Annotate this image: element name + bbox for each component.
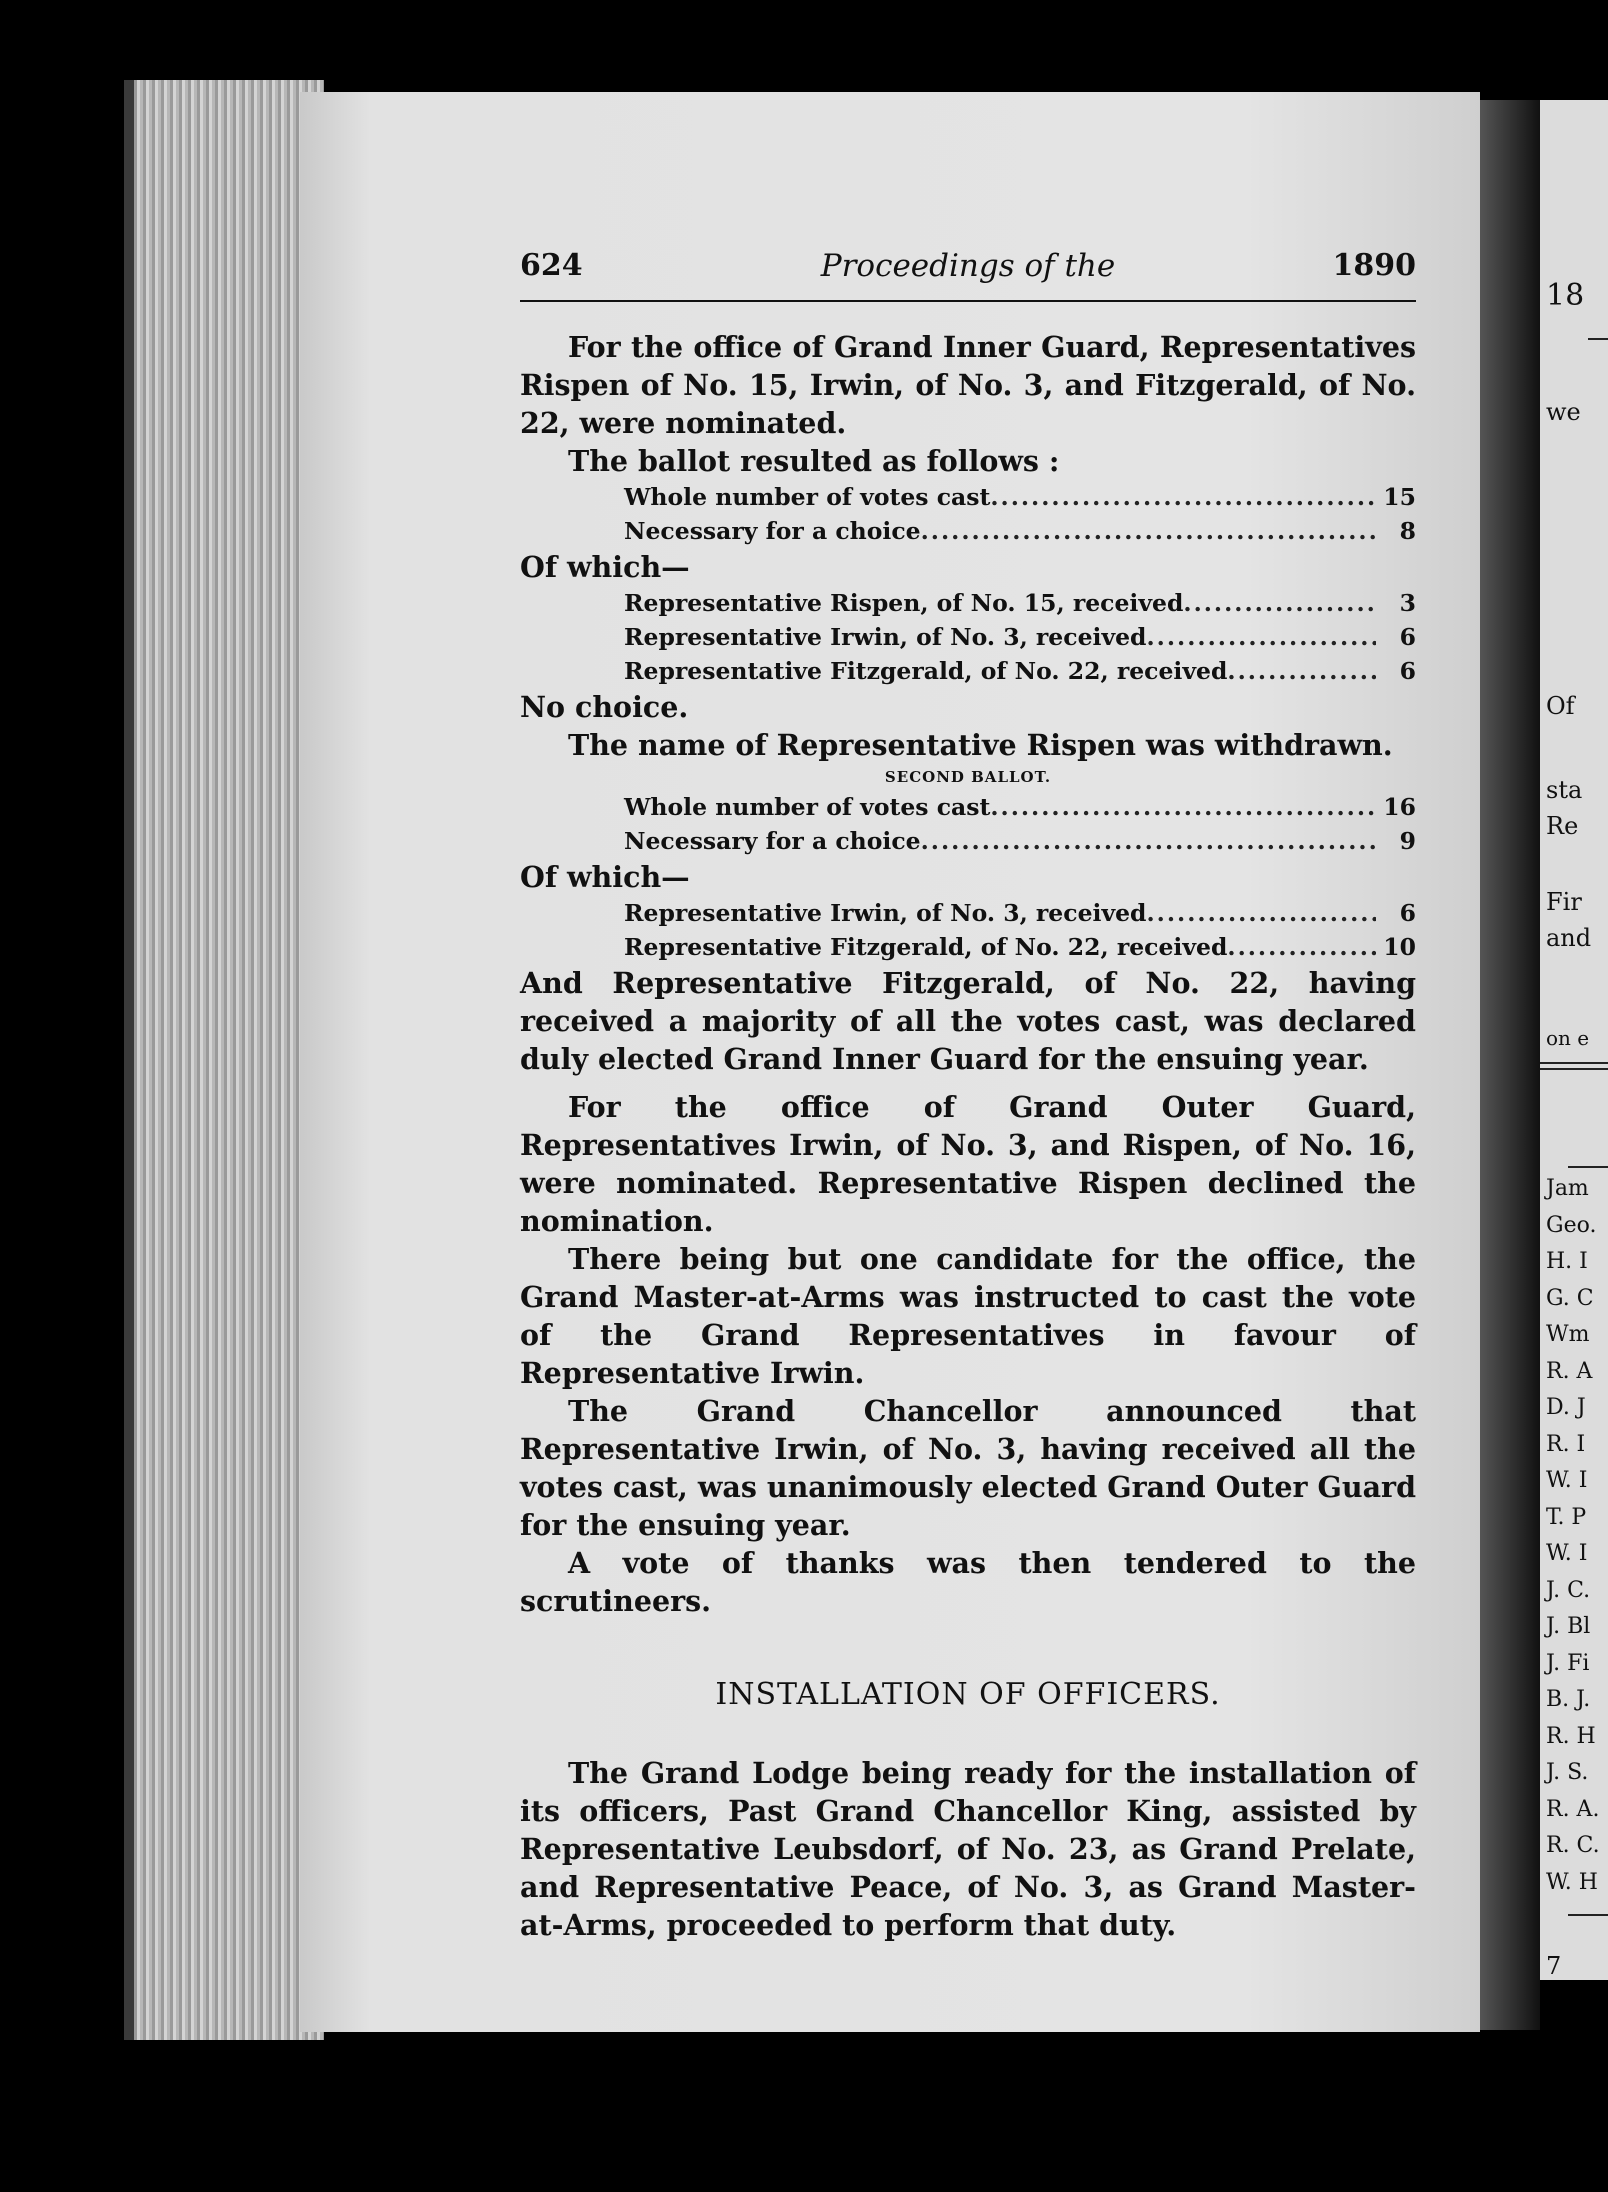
right-name-fragment: T. P bbox=[1546, 1504, 1587, 1530]
tally-value: 15 bbox=[1383, 483, 1416, 511]
tally-label: Necessary for a choice bbox=[624, 517, 921, 545]
right-name-fragment: Wm bbox=[1546, 1322, 1590, 1347]
paragraph: The Grand Chancellor announced that Representative Irwin, of No. 3, having received all the votes cast, was unanimously elected Grand Outer Guard for the ensuing year. bbox=[520, 1394, 1416, 1542]
book-page-edges bbox=[124, 80, 324, 2040]
leader-dots bbox=[1147, 896, 1377, 930]
right-rule bbox=[1540, 1068, 1608, 1070]
leader-dots bbox=[1147, 620, 1377, 654]
right-name-fragment: R. A bbox=[1546, 1358, 1593, 1384]
paragraph: The Grand Lodge being ready for the installation of its officers, Past Grand Chancellor King, assisted by Representative Leubsdorf, of No. 23, as Grand Prelate, and Representative Peace, of No. 3, as Grand Master-at-Arms, proceeded to perform that duty. bbox=[520, 1756, 1416, 1942]
tally-label: Whole number of votes cast bbox=[624, 793, 991, 821]
tally-label: Representative Fitzgerald, of No. 22, received bbox=[624, 657, 1228, 685]
right-name-fragment: J. S. bbox=[1546, 1760, 1589, 1785]
right-rule bbox=[1588, 338, 1608, 340]
tally-row bbox=[624, 790, 1416, 824]
right-rule bbox=[1568, 1166, 1608, 1168]
right-name-fragment: W. I bbox=[1546, 1468, 1588, 1493]
leader-dots bbox=[1227, 930, 1376, 964]
right-name-fragment: R. I bbox=[1546, 1431, 1586, 1457]
tally-row bbox=[624, 930, 1416, 964]
right-name-fragment: J. C. bbox=[1546, 1577, 1591, 1603]
paragraph: The ballot resulted as follows : bbox=[568, 444, 1060, 478]
book-gutter bbox=[1480, 100, 1540, 2030]
paragraph: No choice. bbox=[520, 690, 689, 724]
right-name-fragment: W. H bbox=[1546, 1869, 1598, 1895]
tally-row bbox=[624, 586, 1416, 620]
tally-label: Representative Rispen, of No. 15, received bbox=[624, 589, 1184, 617]
tally-label: Whole number of votes cast bbox=[624, 483, 991, 511]
ballot-heading: SECOND BALLOT. bbox=[884, 768, 1052, 786]
right-fragment: and bbox=[1546, 924, 1592, 952]
tally-label: Representative Irwin, of No. 3, received bbox=[624, 623, 1147, 651]
tally-value: 8 bbox=[1399, 517, 1416, 545]
tally-row bbox=[624, 480, 1416, 514]
section-heading: INSTALLATION OF OFFICERS. bbox=[715, 1677, 1221, 1712]
page-body bbox=[520, 328, 1416, 1944]
right-name-fragment: R. A. bbox=[1546, 1796, 1600, 1822]
leader-dots bbox=[990, 790, 1376, 824]
tally-row bbox=[624, 824, 1416, 858]
right-name-fragment: J. Bl bbox=[1546, 1614, 1591, 1639]
paragraph: Of which— bbox=[520, 860, 690, 894]
right-page-fragment bbox=[1540, 100, 1608, 1980]
paragraph: There being but one candidate for the office, the Grand Master-at-Arms was instructed to cast the vote of the Grand Representatives in favour of Representative Irwin. bbox=[520, 1242, 1416, 1390]
right-fragment: on e bbox=[1546, 1026, 1590, 1050]
right-rule bbox=[1540, 1062, 1608, 1064]
tally-value: 10 bbox=[1383, 933, 1416, 961]
tally-row bbox=[624, 896, 1416, 930]
header-year: 1890 bbox=[1332, 248, 1416, 283]
leader-dots bbox=[1183, 586, 1376, 620]
paragraph: A vote of thanks was then tendered to the scrutineers. bbox=[520, 1546, 1416, 1618]
tally-row bbox=[624, 514, 1416, 548]
paragraph: The name of Representative Rispen was withdrawn. bbox=[568, 728, 1393, 762]
paragraph: For the office of Grand Inner Guard, Representatives Rispen of No. 15, Irwin, of No. 3, and Fitzgerald, of No. 22, were nominated. bbox=[520, 330, 1416, 440]
page-number: 624 bbox=[520, 248, 583, 283]
spacer bbox=[520, 1078, 1416, 1088]
right-fragment: we bbox=[1546, 398, 1581, 426]
right-name-fragment: W. I bbox=[1546, 1541, 1588, 1566]
header-title: Proceedings of the bbox=[820, 248, 1116, 284]
leader-dots bbox=[1227, 654, 1376, 688]
right-name-fragment: R. C. bbox=[1546, 1833, 1600, 1858]
right-fragment: 7 bbox=[1546, 1952, 1562, 1980]
tally-label: Representative Fitzgerald, of No. 22, received bbox=[624, 933, 1228, 961]
right-fragment: sta bbox=[1546, 776, 1583, 804]
paragraph: And Representative Fitzgerald, of No. 22, having received a majority of all the votes cast, was declared duly elected Grand Inner Guard for the ensuing year. bbox=[520, 966, 1416, 1076]
right-name-fragment: Geo. bbox=[1546, 1212, 1597, 1238]
right-name-fragment: H. I bbox=[1546, 1249, 1588, 1274]
right-fragment: Fir bbox=[1546, 888, 1582, 916]
tally-value: 16 bbox=[1383, 793, 1416, 821]
tally-label: Necessary for a choice bbox=[624, 827, 921, 855]
right-name-fragment: Jam bbox=[1546, 1176, 1589, 1201]
tally-value: 9 bbox=[1399, 827, 1416, 855]
right-name-fragment: J. Fi bbox=[1546, 1650, 1590, 1676]
right-name-fragment: B. J. bbox=[1546, 1687, 1591, 1712]
paragraph: Of which— bbox=[520, 550, 690, 584]
right-fragment: 18 bbox=[1546, 278, 1585, 313]
tally-value: 3 bbox=[1399, 589, 1416, 617]
right-rule bbox=[1568, 1914, 1608, 1916]
right-name-fragment: G. C bbox=[1546, 1285, 1594, 1311]
right-name-fragment: D. J bbox=[1546, 1395, 1586, 1420]
leader-dots bbox=[990, 480, 1376, 514]
paragraph: For the office of Grand Outer Guard, Representatives Irwin, of No. 3, and Rispen, of No. 16, were nominated. Representative Rispen declined the nomination. bbox=[520, 1090, 1416, 1238]
right-fragment: Of bbox=[1546, 692, 1575, 720]
leader-dots bbox=[921, 824, 1376, 858]
tally-label: Representative Irwin, of No. 3, received bbox=[624, 899, 1147, 927]
running-header bbox=[520, 240, 1416, 302]
tally-value: 6 bbox=[1399, 623, 1416, 651]
tally-value: 6 bbox=[1399, 899, 1416, 927]
tally-row bbox=[624, 654, 1416, 688]
right-fragment: Re bbox=[1546, 812, 1579, 840]
right-name-fragment: R. H bbox=[1546, 1723, 1596, 1749]
tally-row bbox=[624, 620, 1416, 654]
tally-value: 6 bbox=[1399, 657, 1416, 685]
leader-dots bbox=[921, 514, 1376, 548]
